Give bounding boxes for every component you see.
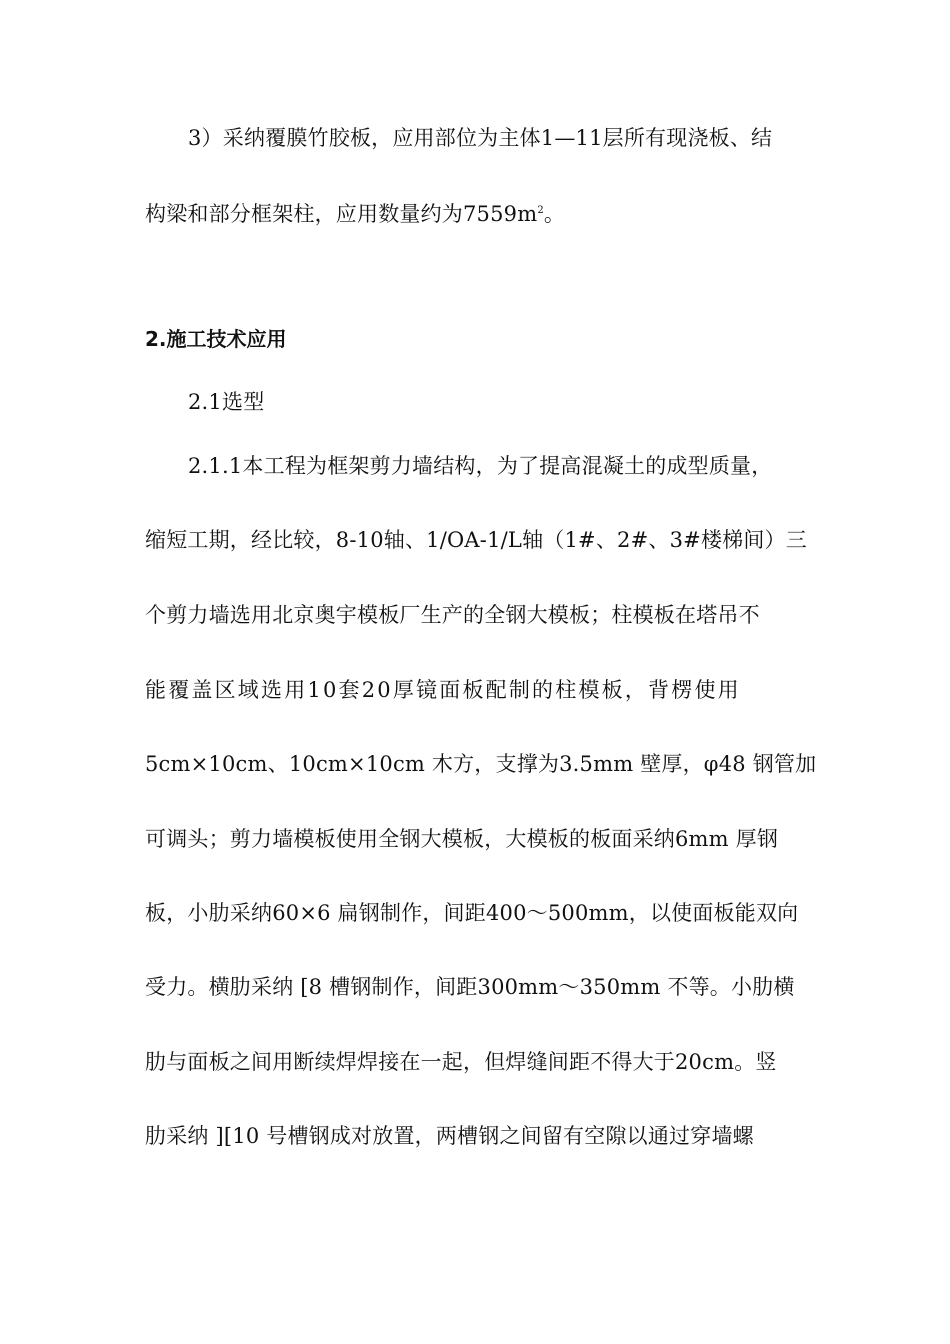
item3-line-2 <box>145 200 595 228</box>
para-211-line-8: 受力。横肋采纳 [8 槽钢制作，间距300mm～350mm 不等。小肋横 <box>145 975 795 999</box>
para-211-line-10: 肋采纳 ][10 号槽钢成对放置，两槽钢之间留有空隙以通过穿墙螺 <box>145 1124 754 1148</box>
item3-line-1: 3）采纳覆膜竹胶板，应用部位为主体1—11层所有现浇板、结 <box>188 126 773 150</box>
superscript-2: 2 <box>537 205 544 216</box>
item3-line-2-text: 构梁和部分框架柱，应用数量约为7559m <box>145 202 538 226</box>
para-211-line-2: 缩短工期，经比较，8-10轴、1/OA-1/L轴（1#、2#、3#楼梯间）三 <box>145 528 807 552</box>
subsection-heading: 2.1选型 <box>188 390 265 414</box>
para-211-line-7: 板，小肋采纳60×6 扁钢制作，间距400～500mm，以使面板能双向 <box>145 901 799 925</box>
para-211-line-4: 能覆盖区域选用10套20厚镜面板配制的柱模板，背楞使用 <box>145 678 741 702</box>
para-211-line-1: 2.1.1本工程为框架剪力墙结构，为了提高混凝土的成型质量， <box>188 454 773 478</box>
para-211-line-6: 可调头；剪力墙模板使用全钢大模板，大模板的板面采纳6mm 厚钢 <box>145 827 779 851</box>
item3-line-2-end: 。 <box>543 202 566 226</box>
para-211-line-9: 肋与面板之间用断续焊焊接在一起，但焊缝间距不得大于20cm。竖 <box>145 1050 777 1074</box>
section-heading: 2.施工技术应用 <box>145 327 287 351</box>
para-211-line-5: 5cm×10cm、10cm×10cm 木方，支撑为3.5mm 壁厚，φ48 钢管加 <box>145 752 817 776</box>
para-211-line-3: 个剪力墙选用北京奥宇模板厂生产的全钢大模板；柱模板在塔吊不 <box>145 603 760 627</box>
